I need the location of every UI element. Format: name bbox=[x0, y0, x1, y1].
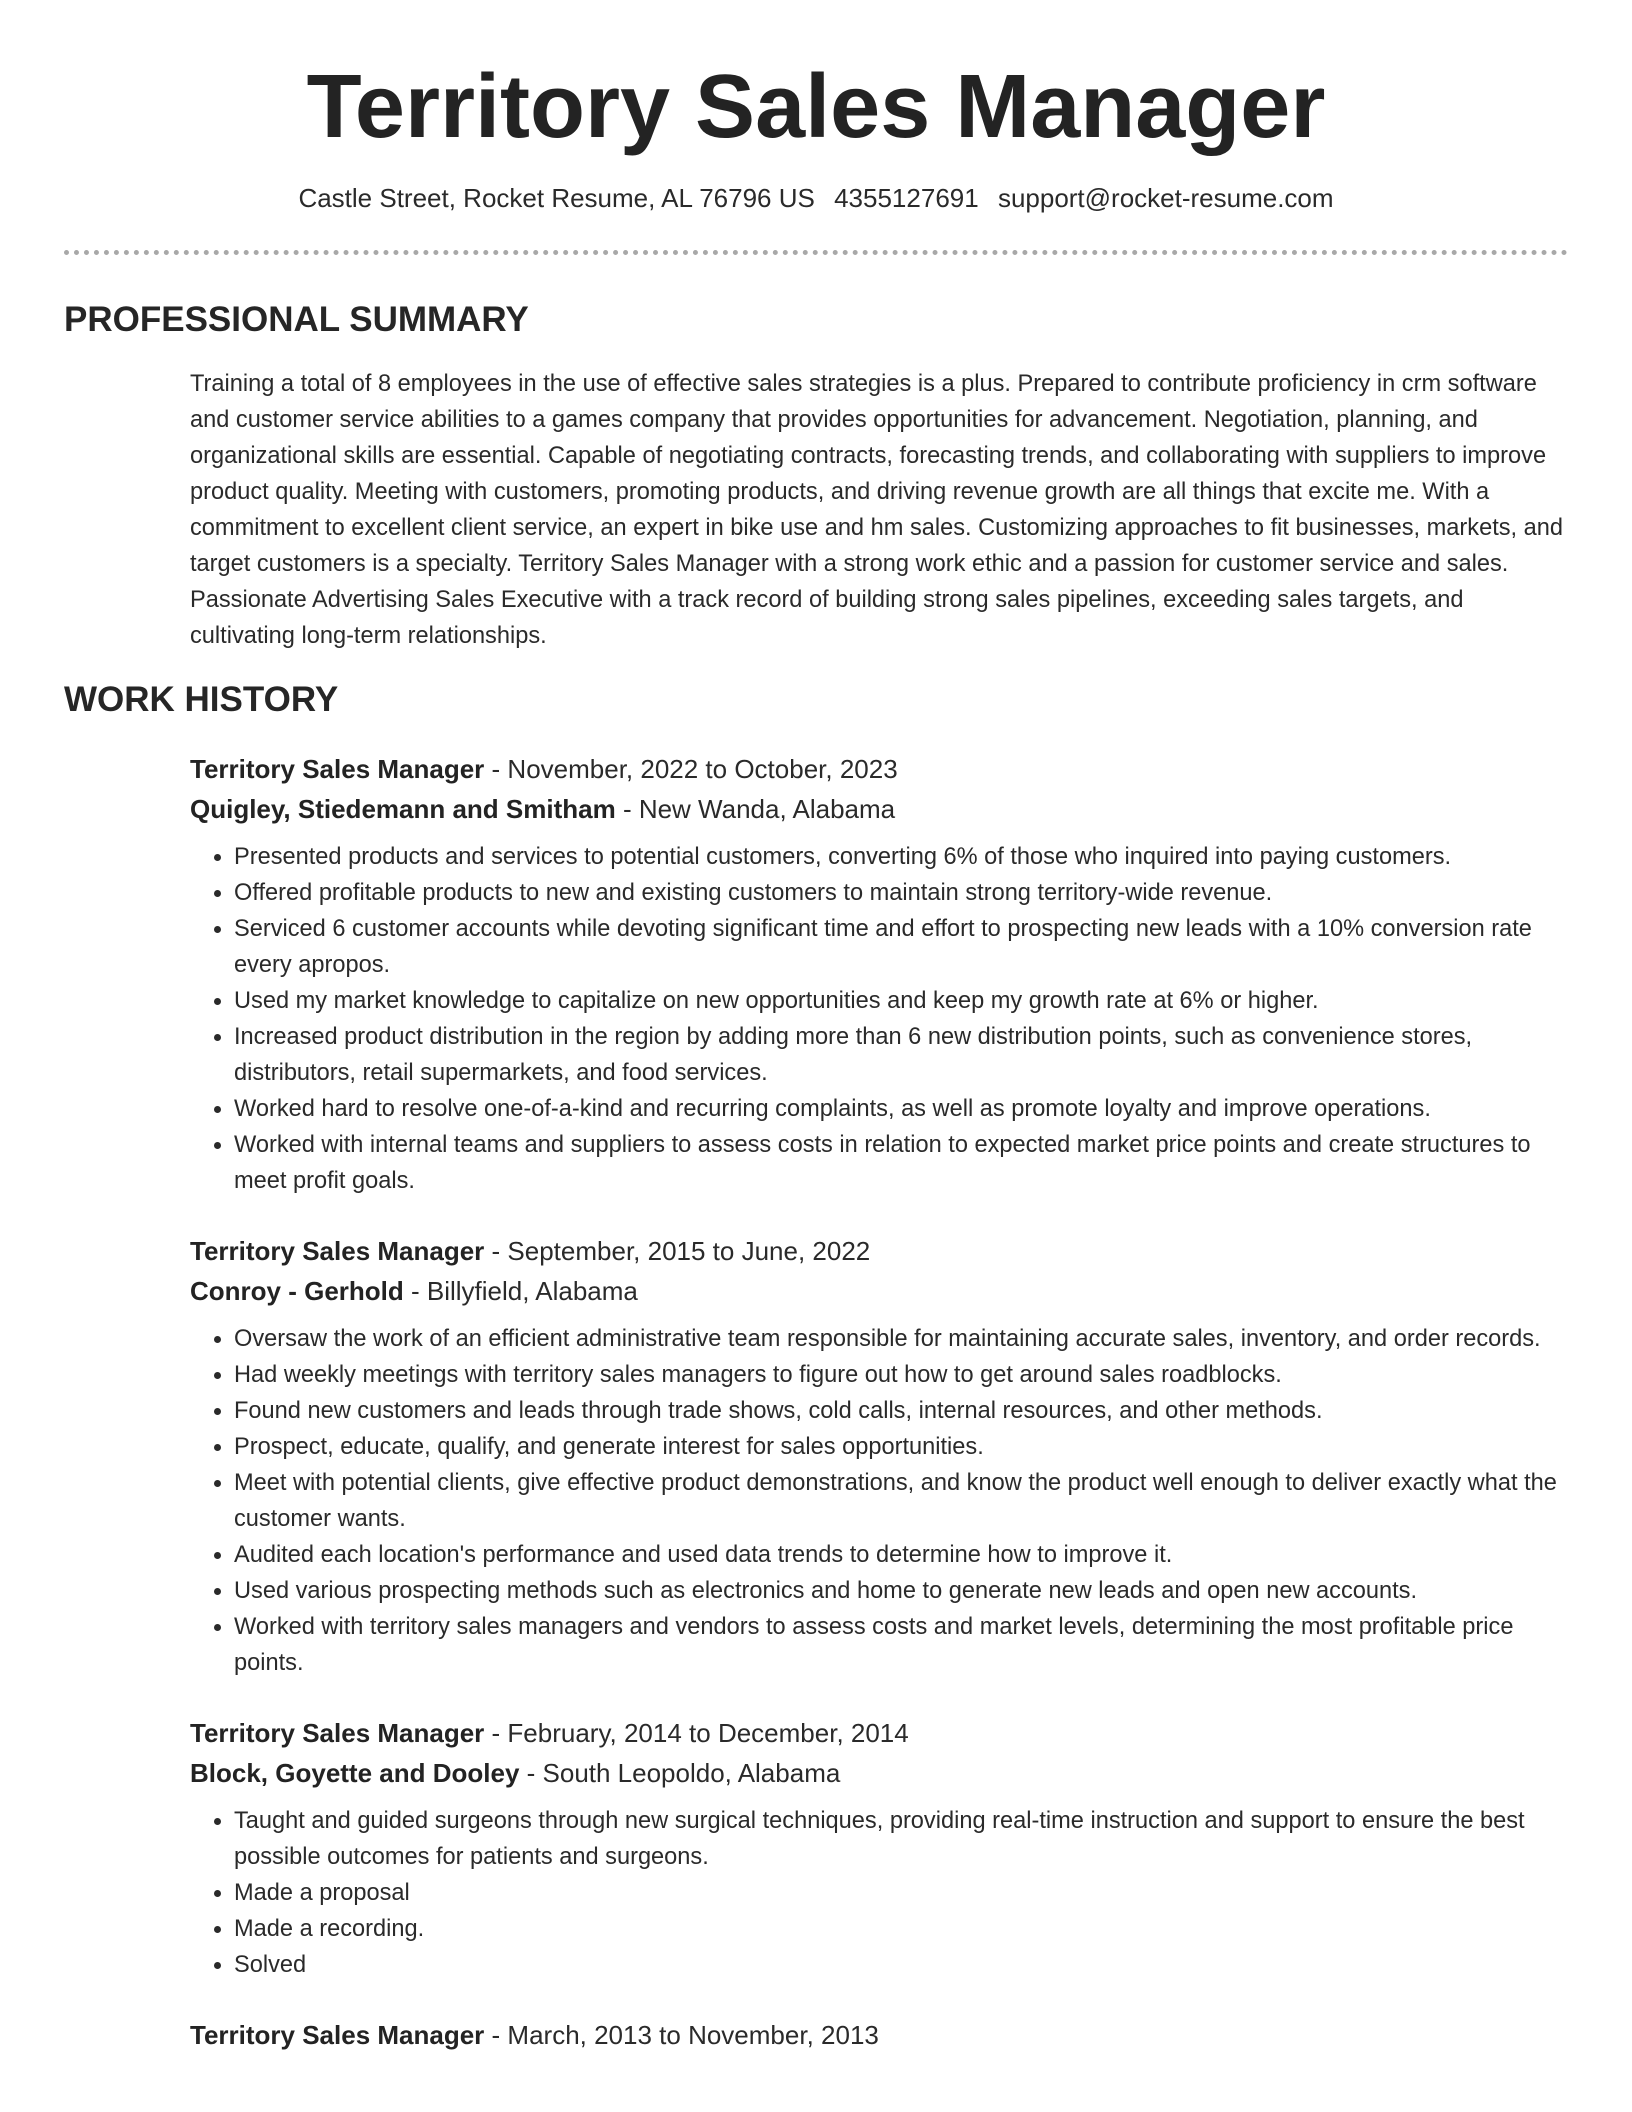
job-bullet: • Offered profitable products to new and existing customers to maintain strong territory-wide revenue. bbox=[234, 875, 1568, 911]
job-bullet: • Used my market knowledge to capitalize on new opportunities and keep my growth rate at 6% or higher. bbox=[234, 983, 1568, 1019]
job-title-line bbox=[190, 1713, 1568, 1753]
job-bullet: • Serviced 6 customer accounts while devoting significant time and effort to prospecting new leads with a 10% conversion rate every apropos. bbox=[234, 911, 1568, 983]
contact-line bbox=[0, 180, 1632, 216]
job-company: Quigley, Stiedemann and Smitham bbox=[190, 794, 616, 824]
work-history-list bbox=[190, 749, 1568, 2087]
job-company-line bbox=[190, 1271, 1568, 1311]
job-bullet: • Solved bbox=[234, 1947, 1568, 1983]
job-bullets bbox=[190, 1321, 1568, 1681]
job-bullet: • Audited each location's performance and used data trends to determine how to improve it. bbox=[234, 1537, 1568, 1573]
job-dates: - September, 2015 to June, 2022 bbox=[484, 1236, 871, 1266]
job-title-line bbox=[190, 749, 1568, 789]
contact-address: Castle Street, Rocket Resume, AL 76796 US bbox=[298, 183, 815, 213]
contact-phone: 4355127691 bbox=[834, 183, 979, 213]
job-role: Territory Sales Manager bbox=[190, 2020, 485, 2050]
job-bullet: • Had weekly meetings with territory sales managers to figure out how to get around sales roadblocks. bbox=[234, 1357, 1568, 1393]
job-bullet: • Worked hard to resolve one-of-a-kind and recurring complaints, as well as promote loyalty and improve operations. bbox=[234, 1091, 1568, 1127]
job-bullet: • Meet with potential clients, give effective product demonstrations, and know the product well enough to deliver exactly what the customer wants. bbox=[234, 1465, 1568, 1537]
job-location: - South Leopoldo, Alabama bbox=[519, 1758, 841, 1788]
job-entry bbox=[190, 749, 1568, 1199]
job-company-line bbox=[190, 1753, 1568, 1793]
job-bullet: • Worked with internal teams and suppliers to assess costs in relation to expected market price points and create structures to meet profit goals. bbox=[234, 1127, 1568, 1199]
job-company: Block, Goyette and Dooley bbox=[190, 1758, 520, 1788]
job-bullet: • Prospect, educate, qualify, and generate interest for sales opportunities. bbox=[234, 1429, 1568, 1465]
job-bullet: • Increased product distribution in the region by adding more than 6 new distribution points, such as convenience stores, distributors, retail supermarkets, and food services. bbox=[234, 1019, 1568, 1091]
job-bullet: • Found new customers and leads through trade shows, cold calls, internal resources, and other methods. bbox=[234, 1393, 1568, 1429]
job-location: - New Wanda, Alabama bbox=[615, 794, 896, 824]
summary-heading: PROFESSIONAL SUMMARY bbox=[64, 300, 529, 339]
job-bullet: • Made a proposal bbox=[234, 1875, 1568, 1911]
job-location: - Billyfield, Alabama bbox=[403, 1276, 638, 1306]
job-entry bbox=[190, 2015, 1568, 2055]
job-title-line bbox=[190, 1231, 1568, 1271]
job-dates: - March, 2013 to November, 2013 bbox=[484, 2020, 879, 2050]
job-bullet: • Presented products and services to potential customers, converting 6% of those who inquired into paying customers. bbox=[234, 839, 1568, 875]
job-bullet: • Oversaw the work of an efficient administrative team responsible for maintaining accurate sales, inventory, and order records. bbox=[234, 1321, 1568, 1357]
job-title-line bbox=[190, 2015, 1568, 2055]
header-divider bbox=[64, 250, 1568, 255]
job-bullet: • Taught and guided surgeons through new surgical techniques, providing real-time instruction and support to ensure the best possible outcomes for patients and surgeons. bbox=[234, 1803, 1568, 1875]
job-role: Territory Sales Manager bbox=[190, 754, 485, 784]
job-bullet: • Made a recording. bbox=[234, 1911, 1568, 1947]
work-history-heading: WORK HISTORY bbox=[64, 680, 339, 719]
job-role: Territory Sales Manager bbox=[190, 1718, 485, 1748]
job-dates: - November, 2022 to October, 2023 bbox=[484, 754, 898, 784]
job-company: Conroy - Gerhold bbox=[190, 1276, 404, 1306]
job-entry bbox=[190, 1713, 1568, 1983]
job-entry bbox=[190, 1231, 1568, 1681]
summary-text: Training a total of 8 employees in the use of effective sales strategies is a plus. Prepared to contribute proficiency in crm software and customer service abilities to a games company that provides opportunities for advancement. Negotiation, planning, and organizational skills are essential. Capable of negotiating contracts, forecasting trends, and collaborating with suppliers to improve product quality. Meeting with customers, promoting products, and driving revenue growth are all things that excite me. With a commitment to excellent client service, an expert in bike use and hm sales. Customizing approaches to fit businesses, markets, and target customers is a specialty. Territory Sales Manager with a strong work ethic and a passion for customer service and sales. Passionate Advertising Sales Executive with a track record of building strong sales pipelines, exceeding sales targets, and cultivating long-term relationships. bbox=[190, 371, 1564, 649]
job-bullets bbox=[190, 1803, 1568, 1983]
contact-email: support@rocket-resume.com bbox=[997, 183, 1334, 213]
job-bullets bbox=[190, 839, 1568, 1199]
job-role: Territory Sales Manager bbox=[190, 1236, 485, 1266]
resume-name: Territory Sales Manager bbox=[306, 57, 1326, 157]
job-company-line bbox=[190, 789, 1568, 829]
job-bullet: • Worked with territory sales managers and vendors to assess costs and market levels, determining the most profitable price points. bbox=[234, 1609, 1568, 1681]
job-dates: - February, 2014 to December, 2014 bbox=[484, 1718, 909, 1748]
job-bullet: • Used various prospecting methods such as electronics and home to generate new leads and open new accounts. bbox=[234, 1573, 1568, 1609]
